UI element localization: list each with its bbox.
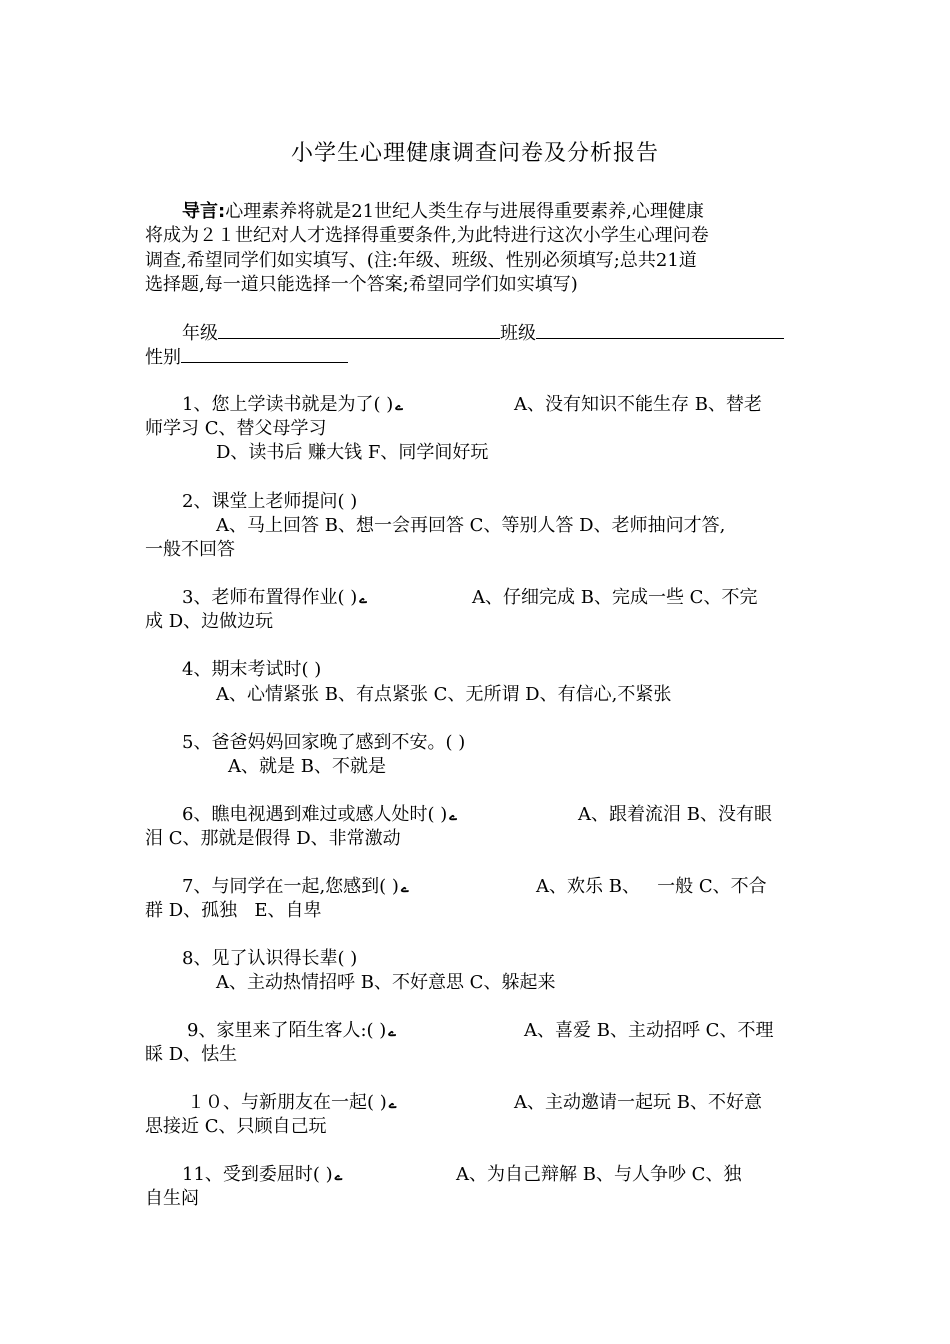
- form-row-2: [145, 344, 810, 371]
- answer-mark-icon: ے: [334, 1169, 343, 1184]
- question-4-options: A、心情紧张 B、有点紧张 C、无所谓 D、有信心,不紧张: [216, 684, 672, 705]
- class-label: 班级: [500, 323, 536, 344]
- question-1-options-a: A、没有知识不能生存 B、替老: [514, 394, 762, 415]
- intro-line-1: 导言:心理素养将就是21世纪人类生存与进展得重要素养,心理健康: [182, 201, 704, 222]
- answer-mark-icon: ے: [400, 881, 409, 896]
- intro-line-3: 调查,希望同学们如实填写、(注:年级、班级、性别必须填写;总共21道: [145, 250, 697, 271]
- question-7-options-a: A、欢乐 B、 一般 C、不合: [536, 876, 767, 897]
- question-1-stem: 1、您上学读书就是为了( ) ے: [182, 394, 403, 415]
- question-11-options-b: 自生闷: [145, 1188, 199, 1209]
- form-row-1: [182, 320, 810, 347]
- question-2-options-b: 一般不回答: [145, 539, 235, 560]
- answer-mark-icon: ے: [388, 1025, 396, 1040]
- question-9-options-a: A、喜爱 B、主动招呼 C、不理: [524, 1020, 774, 1041]
- question-10-options-b: 思接近 C、只顾自己玩: [145, 1116, 327, 1137]
- question-9-stem: 9、家里来了陌生客人:( ) ے: [187, 1020, 396, 1041]
- question-5-options: A、就是 B、不就是: [228, 756, 386, 777]
- answer-mark-icon: ے: [449, 809, 457, 824]
- question-6-stem: 6、瞧电视遇到难过或感人处时( ) ے: [182, 804, 457, 825]
- grade-field[interactable]: [218, 320, 500, 339]
- question-9-options-b: 睬 D、怯生: [145, 1044, 238, 1065]
- intro-line-2: 将成为２１世纪对人才选择得重要条件,为此特进行这次小学生心理问卷: [145, 225, 709, 246]
- question-3-options-a: A、仔细完成 B、完成一些 C、不完: [472, 587, 758, 608]
- intro-line-4: 选择题,每一道只能选择一个答案;希望同学们如实填写): [145, 274, 578, 295]
- question-7-options-b: 群 D、孤独 E、自卑: [145, 900, 322, 921]
- question-3-options-b: 成 D、边做边玩: [145, 611, 274, 632]
- grade-label: 年级: [182, 323, 218, 344]
- gender-label: 性别: [145, 347, 181, 368]
- question-7-stem: 7、与同学在一起,您感到( ) ے: [182, 876, 409, 897]
- question-1-options-b: 师学习 C、替父母学习: [145, 418, 327, 439]
- question-8-stem: 8、见了认识得长辈( ): [182, 948, 358, 969]
- question-10-stem: １０、与新朋友在一起( ) ے: [187, 1092, 397, 1113]
- question-4-stem: 4、期末考试时( ): [182, 659, 322, 680]
- question-5-stem: 5、爸爸妈妈回家晚了感到不安。( ): [182, 732, 466, 753]
- question-11-stem: 11、受到委屈时( ) ے: [182, 1164, 343, 1185]
- question-10-options-a: A、主动邀请一起玩 B、不好意: [514, 1092, 762, 1113]
- question-2-options-a: A、马上回答 B、想一会再回答 C、等别人答 D、老师抽问才答,: [216, 515, 726, 536]
- document-title: 小学生心理健康调查问卷及分析报告: [290, 141, 659, 166]
- question-3-stem: 3、老师布置得作业( ) ے: [182, 587, 367, 608]
- question-6-options-a: A、跟着流泪 B、没有眼: [578, 804, 772, 825]
- question-1-options-c: D、读书后 赚大钱 F、同学间好玩: [216, 442, 489, 463]
- question-6-options-b: 泪 C、那就是假得 D、非常激动: [145, 828, 401, 849]
- intro-label: 导言:: [182, 201, 226, 222]
- answer-mark-icon: ے: [388, 1097, 397, 1112]
- gender-field[interactable]: [181, 344, 348, 363]
- question-2-stem: 2、课堂上老师提问( ): [182, 491, 358, 512]
- class-field[interactable]: [536, 320, 784, 339]
- question-8-options: A、主动热情招呼 B、不好意思 C、躲起来: [216, 972, 556, 993]
- answer-mark-icon: ے: [359, 592, 367, 607]
- answer-mark-icon: ے: [395, 399, 403, 414]
- question-11-options-a: A、为自己辩解 B、与人争吵 C、独: [456, 1164, 742, 1185]
